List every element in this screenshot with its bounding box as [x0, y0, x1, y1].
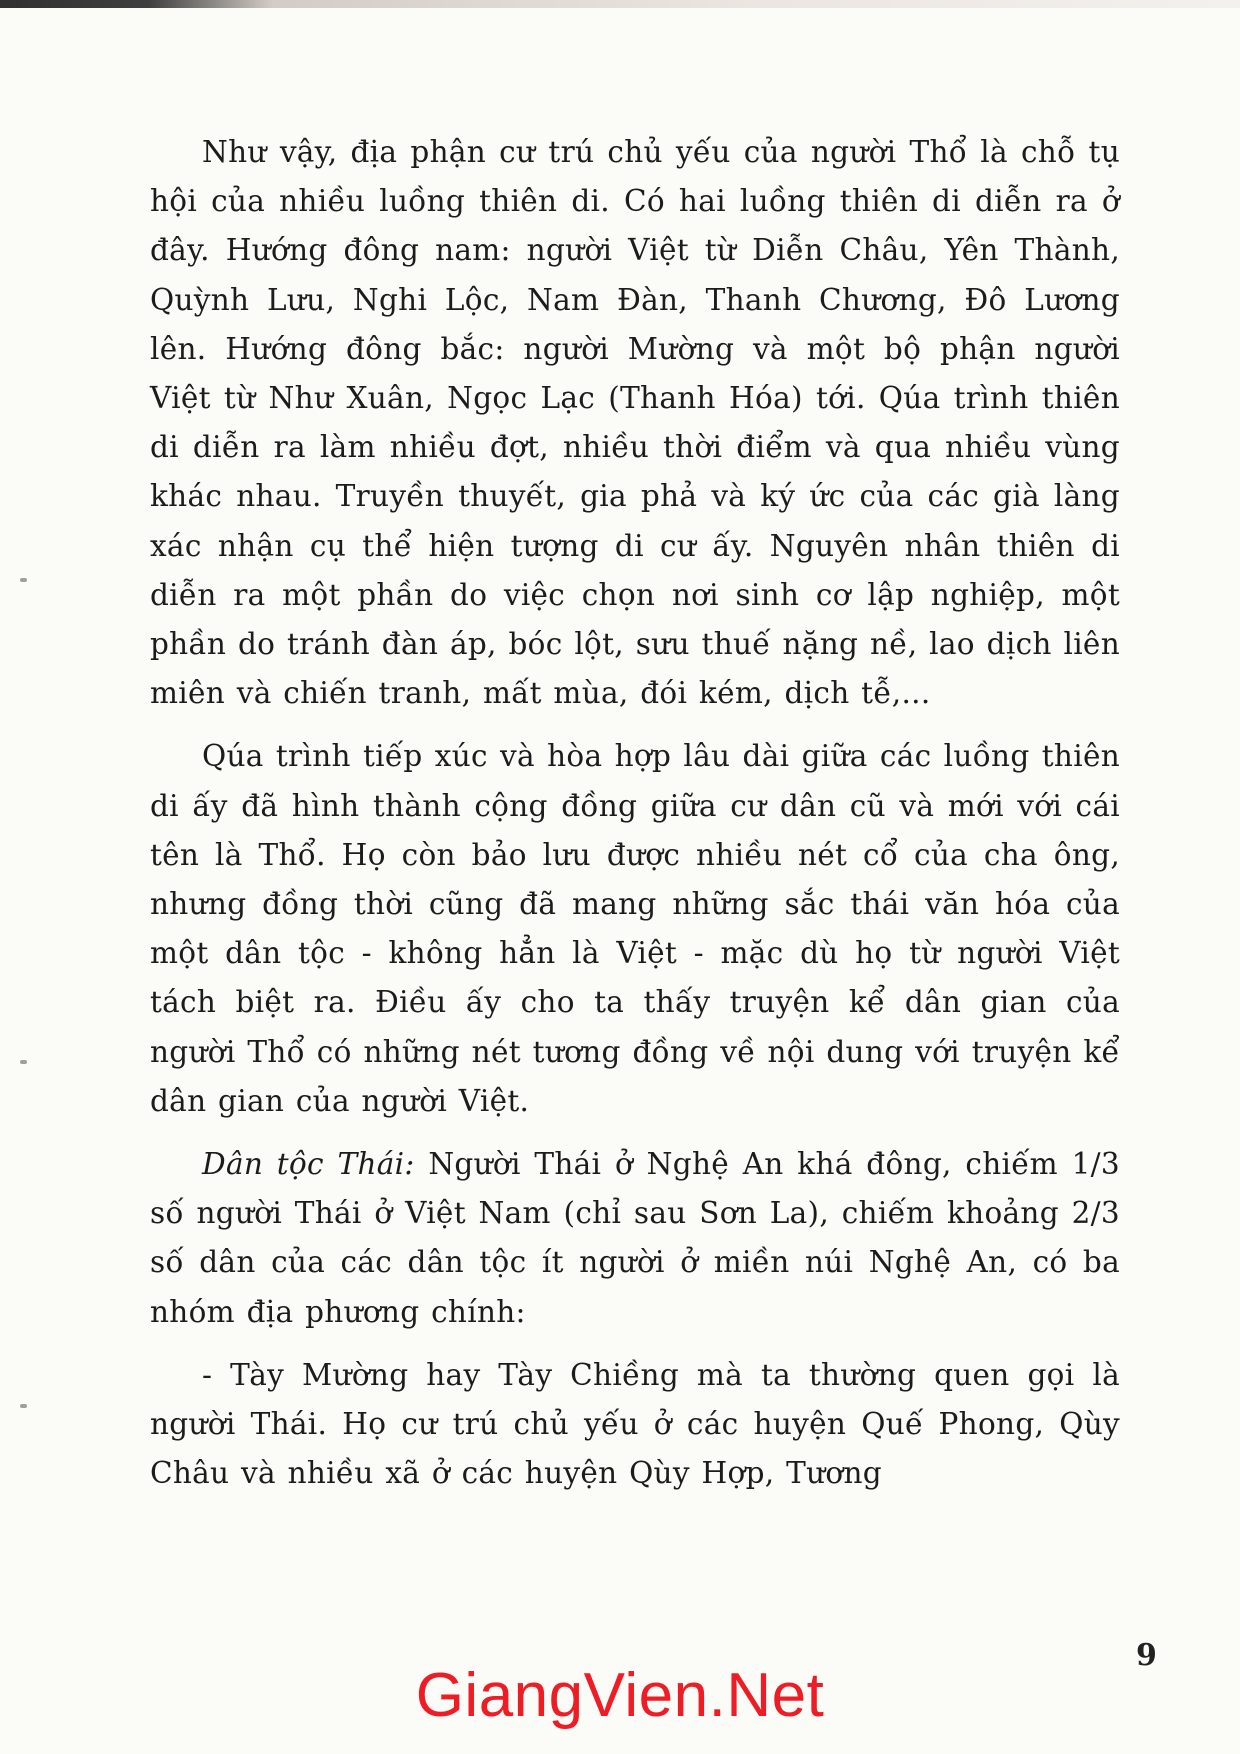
paragraph-text: Người Thái ở Nghệ An khá đông, chiếm 1/3 số người Thái ở Việt Nam (chỉ sau Sơn La), chiếm khoảng 2/3 số dân của các dân tộc ít người ở miền núi Nghệ An, có ba nhóm địa phương chính:	[150, 1147, 1120, 1329]
page-body	[150, 128, 1120, 1512]
scan-top-edge	[0, 0, 1240, 8]
paragraph-migration	[150, 128, 1120, 718]
scan-margin-mark	[20, 1404, 27, 1408]
paragraph-text: Qúa trình tiếp xúc và hòa hợp lâu dài giữa các luồng thiên di ấy đã hình thành cộng đồng giữa cư dân cũ và mới với cái tên là Thổ. Họ còn bảo lưu được nhiều nét cổ của cha ông, nhưng đồng thời cũng đã mang những sắc thái văn hóa của một dân tộc - không hẳn là Việt - mặc dù họ từ người Việt tách biệt ra. Điều ấy cho ta thấy truyện kể dân gian của người Thổ có những nét tương đồng về nội dung với truyện kể dân gian của người Việt.	[150, 739, 1120, 1118]
paragraph-tay-muong	[150, 1351, 1120, 1499]
paragraph-text: Như vậy, địa phận cư trú chủ yếu của người Thổ là chỗ tụ hội của nhiều luồng thiên di. Có hai luồng thiên di diễn ra ở đây. Hướng đông nam: người Việt từ Diễn Châu, Yên Thành, Quỳnh Lưu, Nghi Lộc, Nam Đàn, Thanh Chương, Đô Lương lên. Hướng đông bắc: người Mường và một bộ phận người Việt từ Như Xuân, Ngọc Lạc (Thanh Hóa) tới. Qúa trình thiên di diễn ra làm nhiều đợt, nhiều thời điểm và qua nhiều vùng khác nhau. Truyền thuyết, gia phả và ký ức của các già làng xác nhận cụ thể hiện tượng di cư ấy. Nguyên nhân thiên di diễn ra một phần do việc chọn nơi sinh cơ lập nghiệp, một phần do tránh đàn áp, bóc lột, sưu thuế nặng nề, lao dịch liên miên và chiến tranh, mất mùa, đói kém, dịch tễ,...	[150, 135, 1120, 711]
paragraph-thai-people	[150, 1140, 1120, 1337]
page-number: 9	[1136, 1638, 1157, 1673]
section-label: Dân tộc Thái:	[202, 1147, 415, 1182]
paragraph-community	[150, 732, 1120, 1126]
scan-margin-mark	[20, 1060, 27, 1064]
watermark-text: GiangVien.Net	[415, 1661, 825, 1730]
scan-margin-mark	[20, 578, 27, 582]
paragraph-text: - Tày Mường hay Tày Chiềng mà ta thường quen gọi là người Thái. Họ cư trú chủ yếu ở các huyện Quế Phong, Qùy Châu và nhiều xã ở các huyện Qùy Hợp, Tương	[150, 1357, 1120, 1491]
